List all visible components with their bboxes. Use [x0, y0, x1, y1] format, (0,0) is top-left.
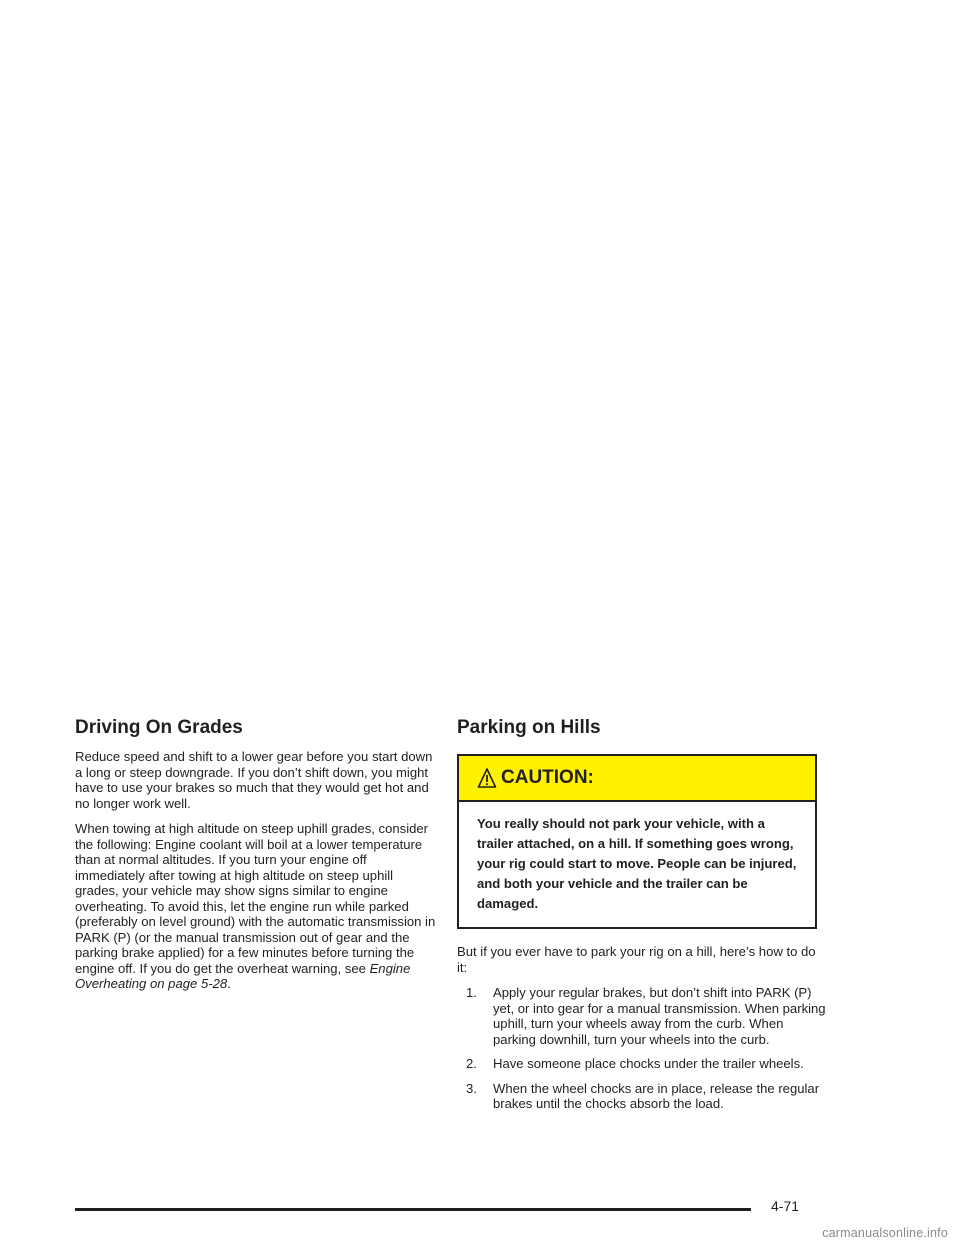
step-text: Have someone place chocks under the trailer wheels. — [493, 1056, 804, 1071]
step-number: 3. — [466, 1080, 477, 1096]
right-column — [457, 716, 827, 1121]
section-heading-driving-on-grades: Driving On Grades — [75, 717, 243, 738]
paragraph-high-altitude — [75, 821, 440, 992]
parking-steps-list — [457, 985, 827, 1112]
caution-header — [459, 756, 815, 802]
list-item — [466, 985, 827, 1047]
step-number: 1. — [466, 985, 477, 1000]
left-column — [75, 716, 440, 1002]
paragraph-high-altitude-text: When towing at high altitude on steep uphill grades, consider the following: Engine coolant will boil at a lower temperature than at normal altitudes. If you turn your engine off immediately after towing at high altitude on steep uphill grades, your vehicle may show signs similar to engine overheating. To avoid this, let the engine run while parked (preferably on level ground) with the automatic transmission in PARK (P) (or the manual transmission out of gear and the parking brake applied) for a few minutes before turning the engine off. If you do get the overheat warning, see — [75, 821, 436, 976]
caution-title: CAUTION: — [501, 767, 594, 788]
page-number: 4-71 — [771, 1198, 800, 1214]
list-item — [466, 1056, 827, 1072]
list-item — [466, 1081, 827, 1112]
step-text: When the wheel chocks are in place, release the regular brakes until the chocks absorb the load. — [493, 1080, 820, 1111]
paragraph-downgrade: Reduce speed and shift to a lower gear before you start down a long or steep downgrade. If you don’t shift down, you might have to use your brakes so much that they would get hot and no longer work well. — [75, 749, 433, 811]
caution-box — [457, 754, 817, 929]
paragraph-parking-intro: But if you ever have to park your rig on a hill, here’s how to do it: — [457, 944, 816, 975]
step-text: Apply your regular brakes, but don’t shift into PARK (P) yet, or into gear for a manual transmission. When parking uphill, turn your wheels away from the curb. When parking downhill, turn your wheels into the curb. — [493, 985, 826, 1047]
warning-triangle-icon — [477, 767, 497, 789]
paragraph-high-altitude-end: . — [227, 976, 231, 991]
footer-rule — [75, 1208, 751, 1211]
step-number: 2. — [466, 1056, 477, 1071]
caution-body: You really should not park your vehicle, with a trailer attached, on a hill. If something goes wrong, your rig could start to move. People can be injured, and both your vehicle and the trailer can be damaged. — [477, 816, 797, 911]
watermark: carmanualsonline.info — [822, 1226, 948, 1240]
cross-reference-engine-overheating[interactable]: Engine Overheating on page 5-28 — [75, 960, 411, 991]
section-heading-parking-on-hills: Parking on Hills — [457, 717, 601, 738]
